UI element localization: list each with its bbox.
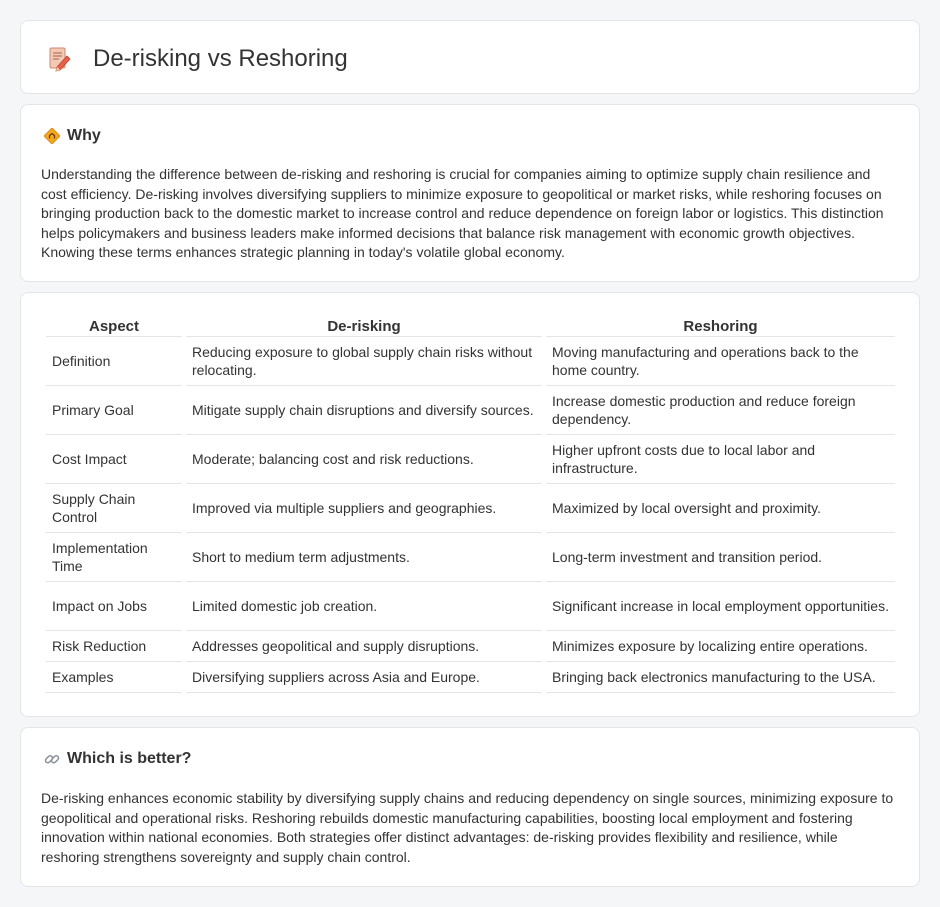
row-de-risking: Diversifying suppliers across Asia and Europe. xyxy=(186,662,542,693)
row-reshoring: Significant increase in local employment opportunities. xyxy=(546,582,895,631)
title-row xyxy=(45,45,348,73)
comparison-table xyxy=(42,315,899,693)
document-pencil-icon xyxy=(45,45,73,73)
link-icon xyxy=(43,750,61,768)
row-de-risking: Improved via multiple suppliers and geographies. xyxy=(186,484,542,533)
better-heading xyxy=(43,750,191,768)
table-header-row xyxy=(46,315,895,337)
table-row xyxy=(46,631,895,662)
table-row xyxy=(46,582,895,631)
why-heading xyxy=(43,127,101,145)
row-de-risking: Short to medium term adjustments. xyxy=(186,533,542,582)
row-de-risking: Addresses geopolitical and supply disruptions. xyxy=(186,631,542,662)
why-title: Why xyxy=(67,127,101,144)
row-reshoring: Long-term investment and transition period. xyxy=(546,533,895,582)
header-reshoring: Reshoring xyxy=(546,315,895,337)
header-de-risking: De-risking xyxy=(186,315,542,337)
better-title: Which is better? xyxy=(67,750,192,767)
which-better-card xyxy=(20,727,920,887)
table-row xyxy=(46,484,895,533)
row-reshoring: Maximized by local oversight and proximity. xyxy=(546,484,895,533)
table-row xyxy=(46,386,895,435)
better-body: De-risking enhances economic stability by diversifying supply chains and reducing dependency on single sources, minimizing exposure to geopolitical and operational risks. Reshoring rebuilds domestic manufacturing capabilities, boosting local employment and fostering innovation within national economies. Both strategies offer distinct advantages: de-risking provides flexibility and resilience, while reshoring strengthens sovereignty and supply chain control. xyxy=(41,790,894,865)
why-card xyxy=(20,104,920,282)
row-aspect: Primary Goal xyxy=(46,386,182,435)
page-title: De-risking vs Reshoring xyxy=(93,45,348,72)
row-de-risking: Mitigate supply chain disruptions and diversify sources. xyxy=(186,386,542,435)
table-row xyxy=(46,435,895,484)
header-aspect: Aspect xyxy=(46,315,182,337)
row-aspect: Risk Reduction xyxy=(46,631,182,662)
comparison-card xyxy=(20,292,920,717)
row-aspect: Supply Chain Control xyxy=(46,484,182,533)
row-aspect: Implementation Time xyxy=(46,533,182,582)
table-row xyxy=(46,662,895,693)
row-reshoring: Minimizes exposure by localizing entire operations. xyxy=(546,631,895,662)
table-row xyxy=(46,337,895,386)
why-body: Understanding the difference between de-risking and reshoring is crucial for companies aiming to optimize supply chain resilience and cost efficiency. De-risking involves diversifying suppliers to minimize exposure to geopolitical or market risks, while reshoring focuses on bringing production back to the domestic market to increase control and reduce dependence on foreign labor or logistics. This distinction helps policymakers and business leaders make informed decisions that balance risk management with economic growth objectives. Knowing these terms enhances strategic planning in today's volatile global economy. xyxy=(41,166,884,260)
row-de-risking: Limited domestic job creation. xyxy=(186,582,542,631)
row-reshoring: Higher upfront costs due to local labor and infrastructure. xyxy=(546,435,895,484)
road-sign-icon xyxy=(43,127,61,145)
row-de-risking: Reducing exposure to global supply chain risks without relocating. xyxy=(186,337,542,386)
row-reshoring: Increase domestic production and reduce foreign dependency. xyxy=(546,386,895,435)
row-aspect: Cost Impact xyxy=(46,435,182,484)
row-aspect: Impact on Jobs xyxy=(46,582,182,631)
row-de-risking: Moderate; balancing cost and risk reductions. xyxy=(186,435,542,484)
row-reshoring: Moving manufacturing and operations back to the home country. xyxy=(546,337,895,386)
row-aspect: Definition xyxy=(46,337,182,386)
title-card xyxy=(20,20,920,94)
table-row xyxy=(46,533,895,582)
row-aspect: Examples xyxy=(46,662,182,693)
row-reshoring: Bringing back electronics manufacturing to the USA. xyxy=(546,662,895,693)
